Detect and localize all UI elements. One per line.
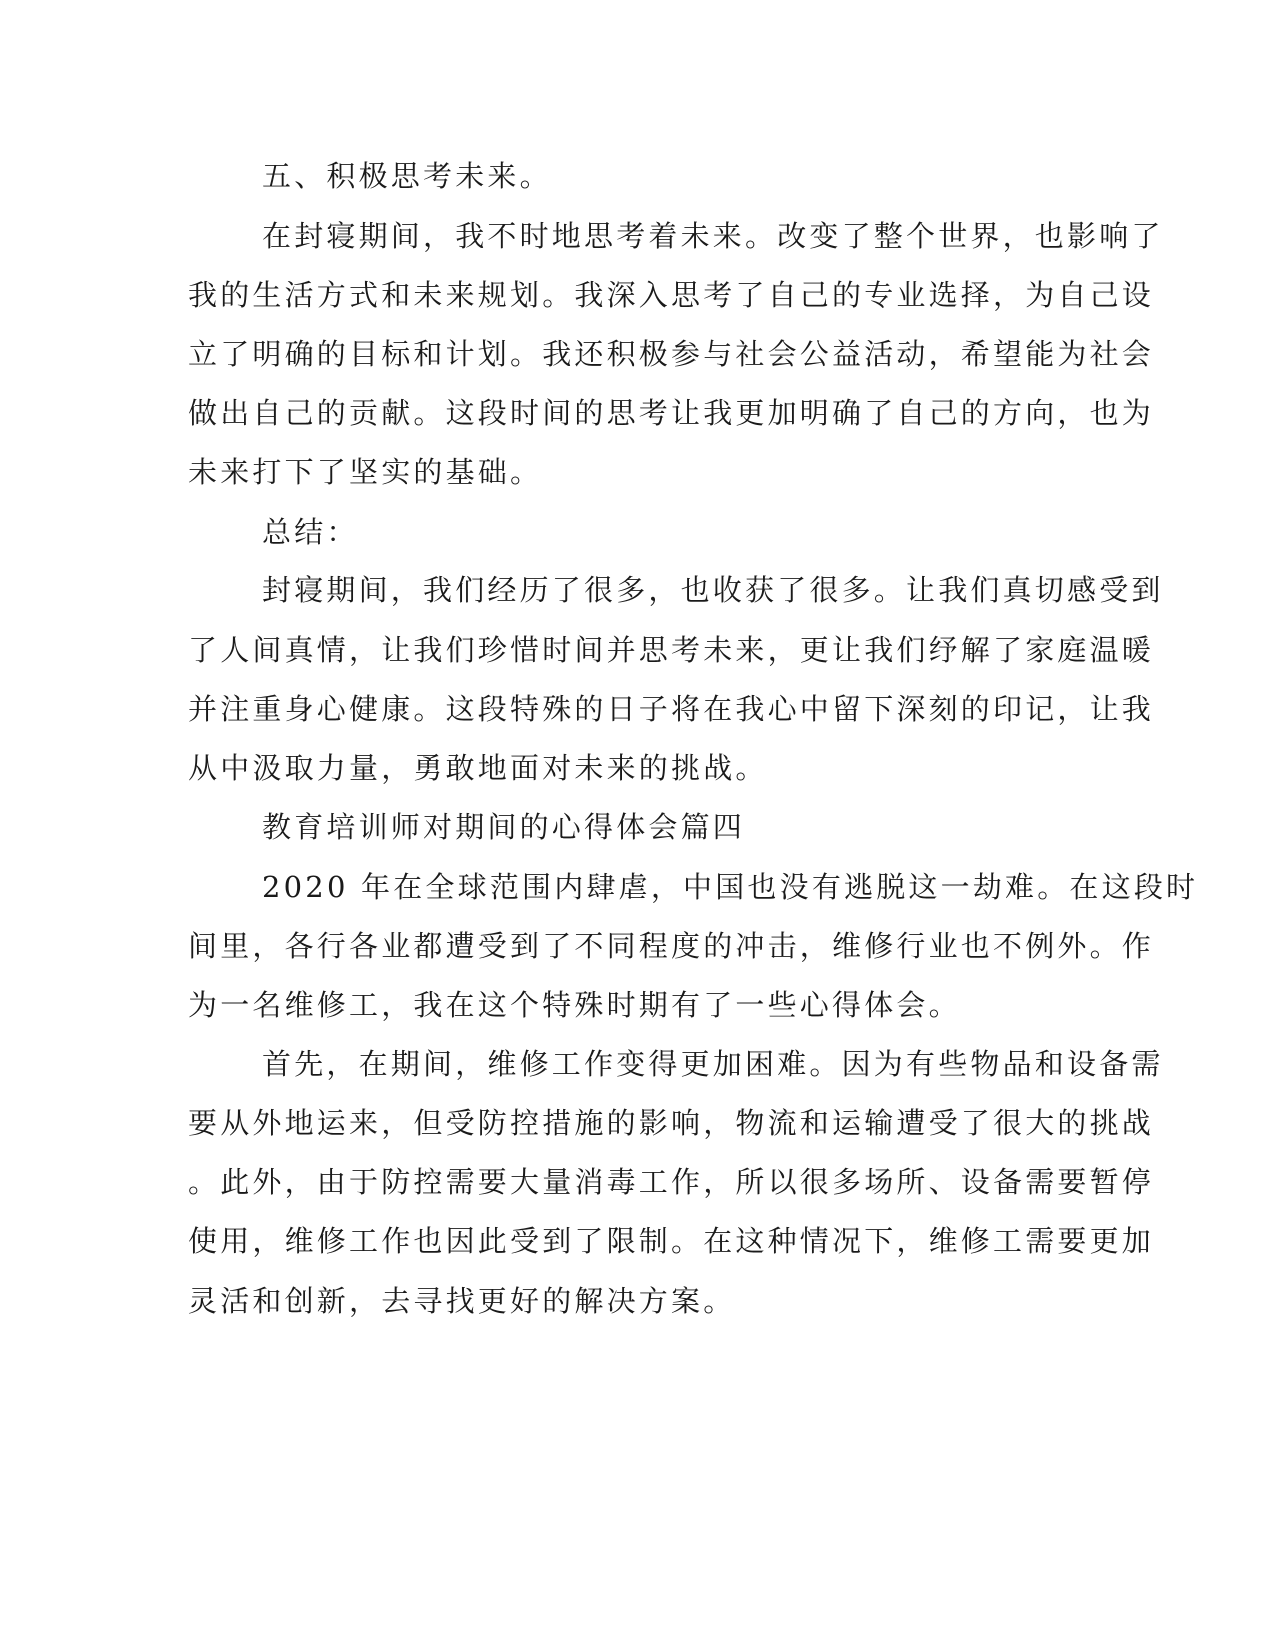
paragraph-line: 在封寝期间，我不时地思考着未来。改变了整个世界，也影响了: [262, 219, 1164, 253]
paragraph-line: 我的生活方式和未来规划。我深入思考了自己的专业选择，为自己设: [188, 278, 1155, 312]
paragraph-line: 首先，在期间，维修工作变得更加困难。因为有些物品和设备需: [262, 1047, 1164, 1081]
paragraph-line: 了人间真情，让我们珍惜时间并思考未来，更让我们纾解了家庭温暖: [188, 633, 1155, 667]
summary-heading: 总结：: [262, 515, 359, 549]
paragraph-line: 使用，维修工作也因此受到了限制。在这种情况下，维修工需要更加: [188, 1224, 1155, 1258]
article-title: 教育培训师对期间的心得体会篇四: [262, 810, 746, 844]
paragraph-line: 为一名维修工，我在这个特殊时期有了一些心得体会。: [188, 988, 961, 1022]
paragraph-line: 2020 年在全球范围内肆虐，中国也没有逃脱这一劫难。在这段时: [262, 870, 1199, 904]
paragraph-line: 从中汲取力量，勇敢地面对未来的挑战。: [188, 751, 768, 785]
paragraph-line: 要从外地运来，但受防控措施的影响，物流和运输遭受了很大的挑战: [188, 1106, 1155, 1140]
paragraph-line: 灵活和创新，去寻找更好的解决方案。: [188, 1284, 736, 1318]
paragraph-line: 间里，各行各业都遭受到了不同程度的冲击，维修行业也不例外。作: [188, 929, 1155, 963]
paragraph-line: 做出自己的贡献。这段时间的思考让我更加明确了自己的方向，也为: [188, 396, 1155, 430]
paragraph-line: 封寝期间，我们经历了很多，也收获了很多。让我们真切感受到: [262, 573, 1164, 607]
paragraph-line: 立了明确的目标和计划。我还积极参与社会公益活动，希望能为社会: [188, 337, 1155, 371]
paragraph-line: 。此外，由于防控需要大量消毒工作，所以很多场所、设备需要暂停: [188, 1165, 1155, 1199]
section-heading-five: 五、积极思考未来。: [262, 159, 552, 193]
paragraph-line: 并注重身心健康。这段特殊的日子将在我心中留下深刻的印记，让我: [188, 692, 1155, 726]
paragraph-line: 未来打下了坚实的基础。: [188, 455, 543, 489]
